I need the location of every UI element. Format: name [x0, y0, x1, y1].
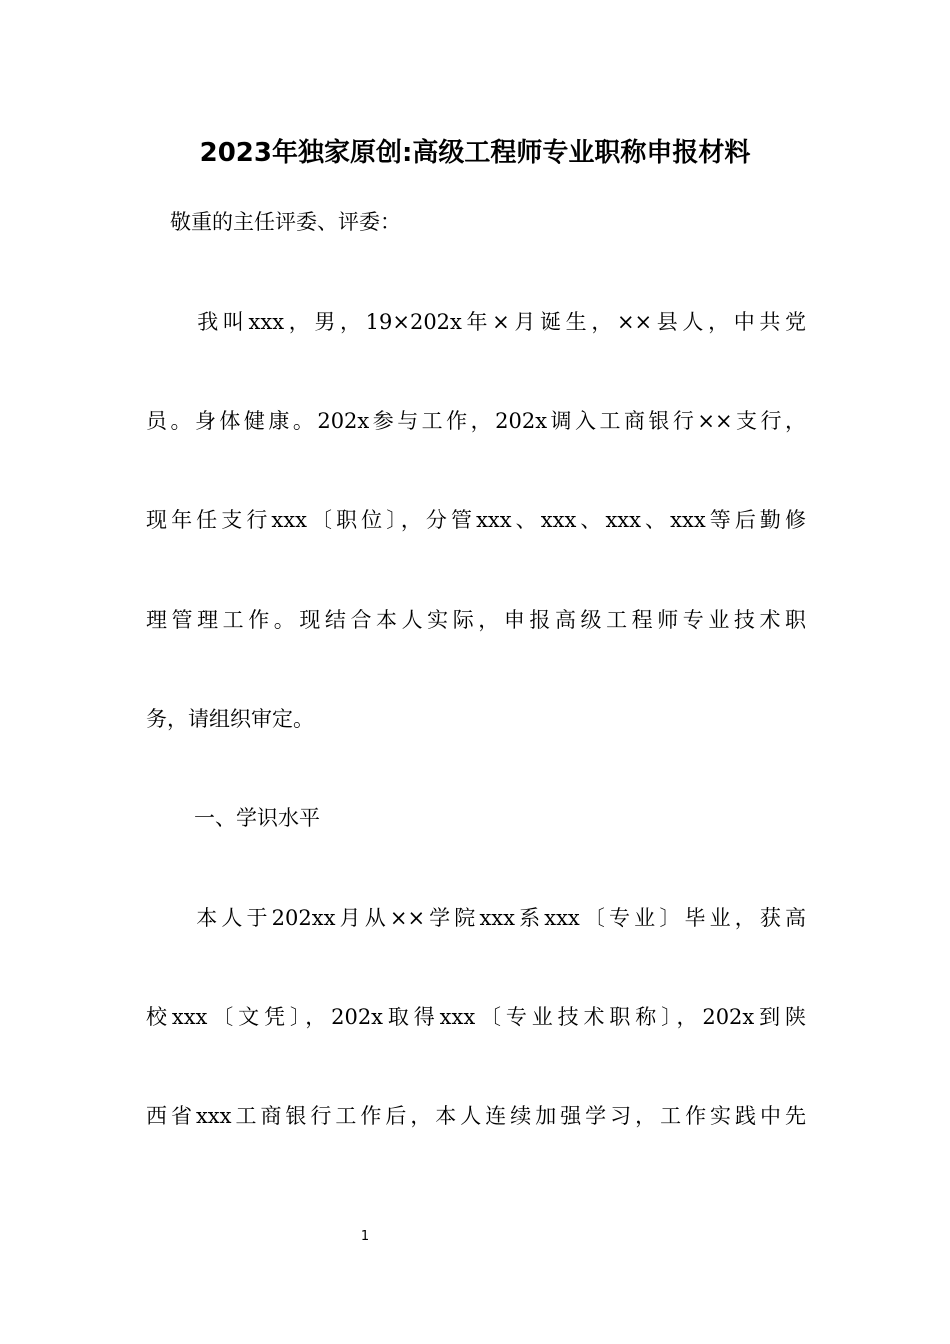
salutation: 敬重的主任评委、评委：	[170, 210, 401, 234]
paragraph-1-line-5: 务，请组织审定。	[146, 707, 314, 731]
section-heading: 一、学识水平	[194, 806, 320, 830]
paragraph-1-line-3: 现年任支行xxx〔职位〕，分管xxx、xxx、xxx、xxx等后勤修	[146, 508, 806, 532]
paragraph-1-line-2: 员。身体健康。202x参与工作，202x调入工商银行××支行，	[146, 409, 806, 433]
paragraph-1-line-1: 我叫xxx，男，19×202x年×月诞生，××县人，中共党	[146, 310, 806, 334]
paragraph-1-line-4: 理管理工作。现结合本人实际，申报高级工程师专业技术职	[146, 608, 806, 632]
paragraph-2-line-1: 本人于202xx月从××学院xxx系xxx〔专业〕毕业，获高	[146, 906, 806, 930]
paragraph-2-line-3: 西省xxx工商银行工作后，本人连续加强学习，工作实践中先	[146, 1104, 806, 1128]
paragraph-2-line-2: 校xxx〔文凭〕，202x取得xxx〔专业技术职称〕，202x到陕	[146, 1005, 806, 1029]
page-number: 1	[360, 1229, 370, 1244]
document-title: 2023年独家原创:高级工程师专业职称申报材料	[199, 138, 751, 168]
